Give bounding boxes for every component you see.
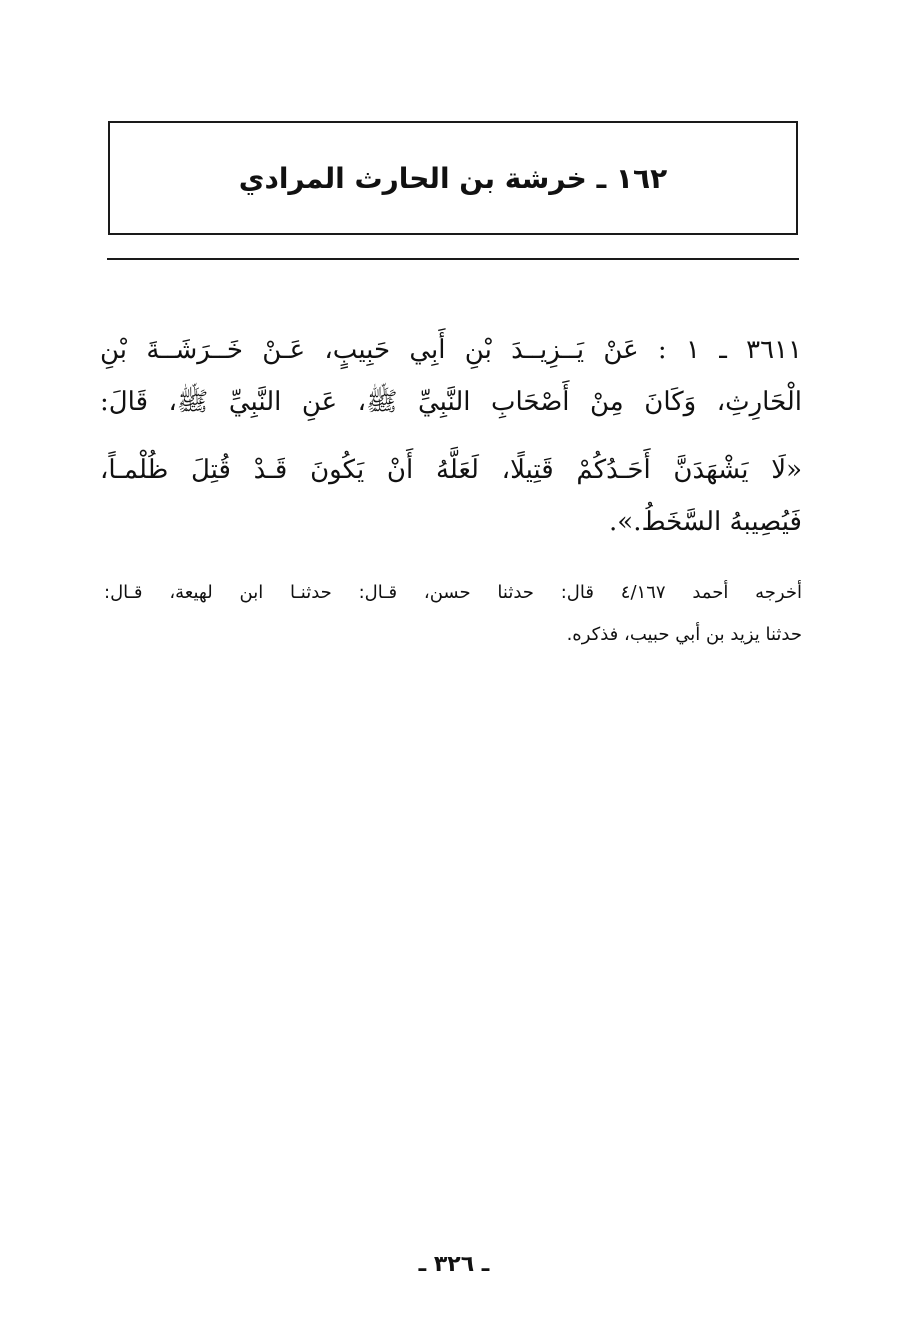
hadith-line-1: ٣٦١١ ـ ١ : عَنْ يَــزِيــدَ بْنِ أَبِي حَبِيبٍ، عَـنْ خَــرَشَــةَ بْنِ xyxy=(100,335,802,365)
source-line-1: أخرجه أحمد ٤/١٦٧ قال: حدثنا حسن، قـال: حدثنـا ابن لهيعة، قـال: xyxy=(104,582,802,603)
chapter-title: ١٦٢ ـ خرشة بن الحارث المرادي xyxy=(238,162,668,195)
page-number: ـ ٣٢٦ ـ xyxy=(418,1252,490,1277)
chapter-title-box xyxy=(108,121,798,235)
hadith-line-2: الْحَارِثِ، وَكَانَ مِنْ أَصْحَابِ النَّبِيِّ ﷺ، عَنِ النَّبِيِّ ﷺ، قَالَ: xyxy=(100,387,802,417)
header-divider xyxy=(107,258,799,260)
hadith-line-4: فَيُصِيبهُ السَّخَطُ.». xyxy=(609,507,802,537)
source-line-2: حدثنا يزيد بن أبي حبيب، فذكره. xyxy=(566,624,802,645)
hadith-line-3: «لَا يَشْهَدَنَّ أَحَـدُكُمْ قَتِيلًا، لَعَلَّهُ أَنْ يَكُونَ قَـدْ قُتِلَ ظُلْمـاً، xyxy=(100,455,802,485)
